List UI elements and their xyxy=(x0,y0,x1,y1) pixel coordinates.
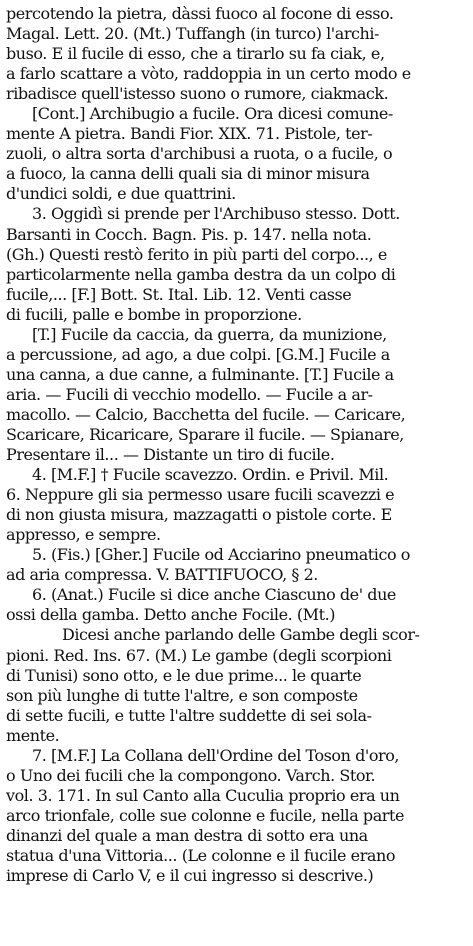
text-line: di fucili, palle e bombe in proporzione. xyxy=(6,304,302,324)
text-line: arco trionfale, colle sue colonne e fucile, nella parte xyxy=(6,805,405,825)
text-line: 5. (Fis.) [Gher.] Fucile od Acciarino pneumatico o xyxy=(32,545,410,565)
text-line: ribadisce quell'istesso suono o rumore, ciakmack. xyxy=(6,84,389,104)
text-line: di sette fucili, e tutte l'altre suddette di sei sola- xyxy=(6,705,372,725)
text-line: particolarmente nella gamba destra da un colpo di xyxy=(6,264,396,284)
text-line: 3. Oggidì si prende per l'Archibuso stesso. Dott. xyxy=(32,204,400,224)
text-line xyxy=(6,926,467,946)
text-line: 4. [M.F.] † Fucile scavezzo. Ordin. e Privil. Mil. xyxy=(32,465,389,485)
text-line: (Gh.) Questi restò ferito in più parti del corpo..., e xyxy=(6,244,387,264)
text-line: dinanzi del quale a man destra di sotto era una xyxy=(6,825,368,845)
text-line xyxy=(6,886,467,906)
text-line: ad aria compressa. V. BATTIFUOCO, § 2. xyxy=(6,565,318,585)
text-line: 6. (Anat.) Fucile si dice anche Ciascuno de' due xyxy=(32,585,396,605)
text-line: pioni. Red. Ins. 67. (M.) Le gambe (degli scorpioni xyxy=(6,645,392,665)
text-line: percotendo la pietra, dàssi fuoco al focone di esso. xyxy=(6,4,394,23)
text-line: mente. xyxy=(6,725,60,745)
text-line: aria. — Fucili di vecchio modello. — Fucile a ar- xyxy=(6,384,373,404)
text-line xyxy=(6,906,467,926)
text-line: o Uno dei fucili che la compongono. Varch. Stor. xyxy=(6,765,376,785)
text-line: zuoli, o altra sorta d'archibusi a ruota, o a fucile, o xyxy=(6,144,393,164)
text-line: vol. 3. 171. In sul Canto alla Cuculia proprio era un xyxy=(6,785,400,805)
text-line: imprese di Carlo V, e il cui ingresso si descrive.) xyxy=(6,866,374,886)
text-line: 6. Neppure gli sia permesso usare fucili scavezzi e xyxy=(6,485,395,505)
text-line: mente A pietra. Bandi Fior. XIX. 71. Pistole, ter- xyxy=(6,124,373,144)
text-line: statua d'una Vittoria... (Le colonne e il fucile erano xyxy=(6,845,396,865)
text-line: son più lunghe di tutte l'altre, e son composte xyxy=(6,685,358,705)
text-line: 7. [M.F.] La Collana dell'Ordine del Toson d'oro, xyxy=(32,745,400,765)
text-line: di Tunisi) sono otto, e le due prime... le quarte xyxy=(6,665,362,685)
text-line: d'undici soldi, e due quattrini. xyxy=(6,184,236,204)
text-line: Presentare il... — Distante un tiro di fucile. xyxy=(6,445,335,465)
text-line: a percussione, ad ago, a due colpi. [G.M.] Fucile a xyxy=(6,344,390,364)
text-line: Scaricare, Ricaricare, Sparare il fucile. — Spianare, xyxy=(6,424,404,444)
text-line: a farlo scattare a vòto, raddoppia in un certo modo e xyxy=(6,64,411,84)
text-line: appresso, e sempre. xyxy=(6,525,161,545)
text-line: ossi della gamba. Detto anche Focile. (Mt.) xyxy=(6,605,336,625)
text-line: a fuoco, la canna delli quali sia di minor misura xyxy=(6,164,370,184)
text-line: macollo. — Calcio, Bacchetta del fucile. — Caricare, xyxy=(6,404,406,424)
text-line: Dicesi anche parlando delle Gambe degli scor- xyxy=(62,625,420,645)
entry-text-column xyxy=(6,4,467,946)
text-line: buso. E il fucile di esso, che a tirarlo su fa ciak, e, xyxy=(6,44,385,64)
text-line: Magal. Lett. 20. (Mt.) Tuffangh (in turco) l'archi- xyxy=(6,24,380,44)
text-line: Barsanti in Cocch. Bagn. Pis. p. 147. nella nota. xyxy=(6,224,372,244)
text-line: una canna, a due canne, a fulminante. [T.] Fucile a xyxy=(6,364,394,384)
text-line: fucile,... [F.] Bott. St. Ital. Lib. 12. Venti casse xyxy=(6,284,352,304)
text-line: [T.] Fucile da caccia, da guerra, da munizione, xyxy=(32,324,387,344)
text-line: di non giusta misura, mazzagatti o pistole corte. E xyxy=(6,505,392,525)
text-line: [Cont.] Archibugio a fucile. Ora dicesi comune- xyxy=(32,104,393,124)
